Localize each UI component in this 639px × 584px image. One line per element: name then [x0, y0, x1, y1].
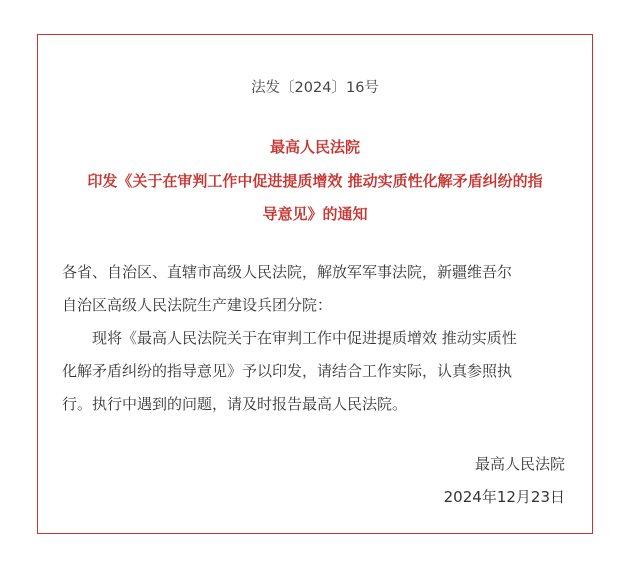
issuer-name: 最高人民法院	[269, 138, 360, 156]
document-number: 法发〔2024〕16号	[251, 80, 379, 96]
notice-body-paragraph	[62, 322, 568, 421]
notice-title	[62, 165, 568, 231]
signature-org: 最高人民法院	[474, 455, 565, 473]
notice-frame	[37, 34, 593, 534]
body-line: 现将《最高人民法院关于在审判工作中促进提质增效 推动实质性	[92, 329, 517, 347]
notice-title-line: 印发《关于在审判工作中促进提质增效 推动实质性化解矛盾纠纷的指	[87, 172, 543, 190]
signature-block	[444, 448, 565, 514]
notice-title-line: 导意见》的通知	[262, 205, 368, 223]
body-line: 行。执行中遇到的问题，请及时报告最高人民法院。	[62, 395, 408, 413]
addressee-paragraph	[62, 256, 568, 322]
addressee-line: 自治区高级人民法院生产建设兵团分院：	[62, 296, 333, 314]
signature-date: 2024年12月23日	[443, 488, 565, 506]
addressee-line: 各省、自治区、直辖市高级人民法院，解放军军事法院，新疆维吾尔	[62, 263, 513, 281]
body-line: 化解矛盾纠纷的指导意见》予以印发，请结合工作实际，认真参照执	[62, 362, 513, 380]
